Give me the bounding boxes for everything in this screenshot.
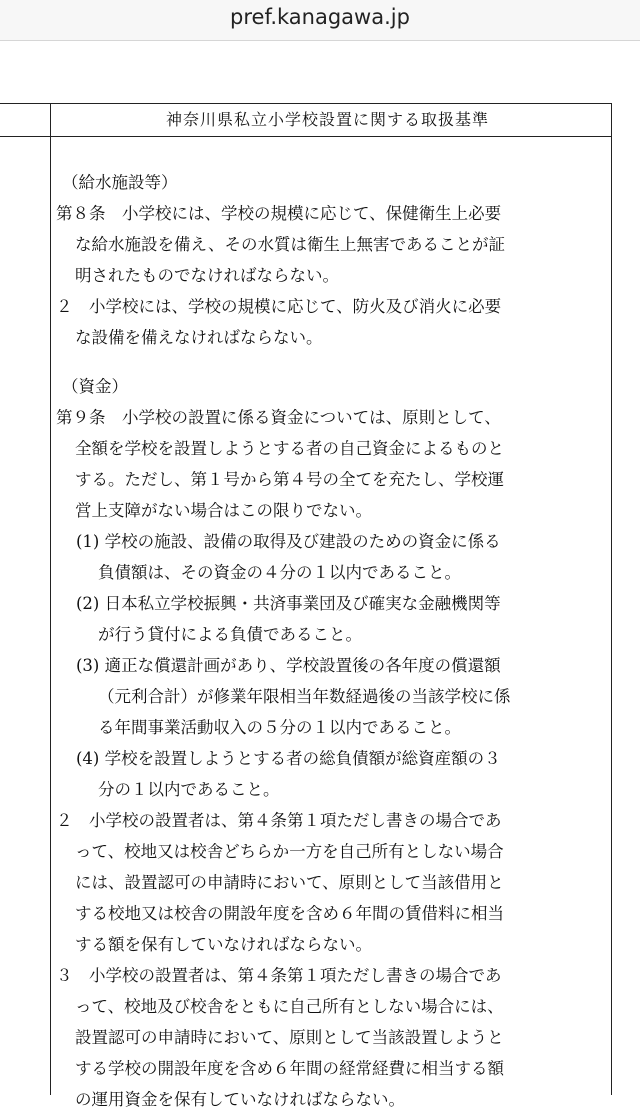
article-9-line: 全額を学校を設置しようとする者の自己資金によるものと <box>75 439 504 458</box>
article-8-para2-line: な設備を備えなければならない。 <box>75 328 323 347</box>
article-9-line: する。ただし、第１号から第４号の全てを充たし、学校運 <box>75 470 504 489</box>
article-9-para2-line: って、校地又は校舎どちらか一方を自己所有としない場合 <box>75 842 504 861</box>
article-9-para2-line: には、設置認可の申請時において、原則として当該借用と <box>75 873 504 892</box>
article-9-para3-line: 設置認可の申請時において、原則として当該設置しようと <box>75 1028 504 1047</box>
browser-url-bar[interactable]: pref.kanagawa.jp <box>0 0 640 41</box>
article-8-line: 第８条 小学校には、学校の規模に応じて、保健衛生上必要 <box>56 204 502 223</box>
article-9-para2-line: ２ 小学校の設置者は、第４条第１項ただし書きの場合であ <box>56 811 502 830</box>
item-1-line: (1) 学校の施設、設備の取得及び建設のための資金に係る <box>76 532 501 551</box>
article-8-line: な給水施設を備え、その水質は衛生上無害であることが証 <box>75 235 505 254</box>
item-2-line: が行う貸付による負債であること。 <box>98 625 362 644</box>
item-3-line: （元利合計）が修業年限相当年数経過後の当該学校に係 <box>98 687 511 706</box>
article-8-line: 明されたものでなければならない。 <box>75 266 339 285</box>
heading-funds: （資金） <box>62 377 128 396</box>
table-header-divider <box>0 136 612 137</box>
article-9-para2-line: する校地又は校舎の開設年度を含め６年間の賃借料に相当 <box>75 904 504 923</box>
article-9-para3-line: の運用資金を保有していなければならない。 <box>75 1090 405 1109</box>
item-4-line: (4) 学校を設置しようとする者の総負債額が総資産額の３ <box>76 749 501 768</box>
article-8-para2-line: ２ 小学校には、学校の規模に応じて、防火及び消火に必要 <box>56 297 502 316</box>
item-1-line: 負債額は、その資金の４分の１以内であること。 <box>98 563 461 582</box>
item-4-line: 分の１以内であること。 <box>98 780 280 799</box>
heading-water-facilities: （給水施設等） <box>62 173 178 192</box>
article-9-line: 第９条 小学校の設置に係る資金については、原則として、 <box>56 408 501 427</box>
article-9-line: 営上支障がない場合はこの限りでない。 <box>75 501 372 520</box>
table-column-divider <box>50 103 51 1095</box>
article-9-para2-line: する額を保有していなければならない。 <box>75 935 372 954</box>
document-title: 神奈川県私立小学校設置に関する取扱基準 <box>165 110 489 129</box>
item-3-line: る年間事業活動収入の５分の１以内であること。 <box>98 718 461 737</box>
article-9-para3-line: って、校地及び校舎をともに自己所有としない場合には、 <box>75 997 504 1016</box>
table-right-border <box>611 103 612 1095</box>
item-2-line: (2) 日本私立学校振興・共済事業団及び確実な金融機関等 <box>76 594 501 613</box>
article-9-para3-line: ３ 小学校の設置者は、第４条第１項ただし書きの場合であ <box>56 966 502 985</box>
item-3-line: (3) 適正な償還計画があり、学校設置後の各年度の償還額 <box>76 656 501 675</box>
article-9-para3-line: する学校の開設年度を含め６年間の経常経費に相当する額 <box>75 1059 504 1078</box>
